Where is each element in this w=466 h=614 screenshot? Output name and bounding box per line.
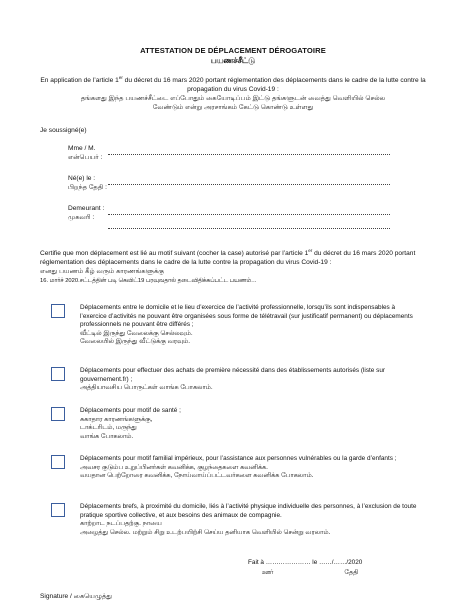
option-exercise-tamil-2: அழைத்து செல்ல. மற்றும் சிறு உடற்பயிற்சி செய்ய தனியாக வெளியில் சென்று வரலாம். bbox=[80, 528, 331, 536]
document-title: ATTESTATION DE DÉPLACEMENT DÉROGATOIRE bbox=[140, 46, 326, 55]
intro-tamil-2: வேண்டும் என்று அரசாங்கம் கேட்டு கொண்டு உள்ளது bbox=[152, 103, 314, 111]
option-family-french: Déplacements pour motif familial impérieux, pour l’assistance aux personnes vulnérables ou la garde d’enfants ; bbox=[80, 455, 397, 462]
name-label-french: Mme / M. bbox=[68, 145, 96, 152]
address-field[interactable] bbox=[108, 214, 390, 215]
option-professional bbox=[80, 304, 420, 347]
signature-label: Signature / கையெழுத்து bbox=[40, 593, 113, 600]
option-purchases-french: Déplacements pour effectuer des achats de première nécessité dans des établissements autorisés (liste sur gouvernement.fr) ; bbox=[80, 367, 386, 383]
certify-french-b: du décret du 16 mars 2020 portant réglementation des déplacements dans le cadre de la lutte contre la propagation du virus Covid-19 : bbox=[40, 250, 416, 266]
soussigne-label: Je soussigné(e) bbox=[40, 127, 87, 134]
option-health-tamil-2: டாக்டரிடம், மருந்து bbox=[80, 424, 137, 432]
document-title-tamil: பயணச்சீட்டு bbox=[210, 56, 256, 65]
name-label-tamil: என்பெயர் : bbox=[68, 153, 103, 161]
name-label bbox=[68, 145, 102, 162]
option-family-tamil-2: வயதான பெற்றோரை கவனிக்க, நோய்வாய்ப்பட்டவர்களை கவனிக்க போகலாம். bbox=[80, 472, 314, 480]
intro-sup: er bbox=[118, 75, 123, 80]
option-exercise-tamil-1: காற்றாட நடப்பதற்கு. நாயை bbox=[80, 520, 162, 528]
checkbox-health[interactable] bbox=[51, 407, 65, 421]
option-health-tamil-1: சுகாதார காரணங்களுக்கு, bbox=[80, 415, 153, 423]
intro-tamil-1: தங்களது இந்த பயணச்சீட்டை எப்போதும் கையோடிப்பம் இட்டு தங்களுடன் வைத்து வெளியில் செல்ல bbox=[80, 94, 386, 102]
checkbox-exercise[interactable] bbox=[51, 503, 65, 517]
fait-a-line: Fait à ………………… le ……/……/2020 bbox=[248, 559, 363, 566]
birth-label bbox=[68, 175, 107, 192]
birth-label-french: Né(e) le : bbox=[68, 175, 96, 182]
option-exercise-french: Déplacements brefs, à proximité du domicile, liés à l’activité physique individuelle des personnes, à l’exclusion de toute pratique sportive collective, et aux besoins des animaux de compagnie. bbox=[80, 503, 417, 519]
certify-french-a: Certifie que mon déplacement est lié au motif suivant (cocher la case) autorisé par l’article 1 bbox=[40, 250, 309, 258]
address-label bbox=[68, 205, 104, 222]
birth-label-tamil: பிறந்த தேதி : bbox=[68, 183, 107, 191]
option-professional-french: Déplacements entre le domicile et le lieu d’exercice de l’activité professionnelle, lorsqu’ils sont indispensables à l’exercice d’activités ne pouvant être organisées sous forme de télétravail (sur justificatif permanent) ou déplacements professionnels ne pouvant être différés ; bbox=[80, 304, 413, 329]
option-family-tamil-1: அவசர குடும்ப உறுப்பினர்கள் கவனிக்க, குழந்தைகளை கவனிக்க. bbox=[80, 463, 268, 471]
checkbox-family[interactable] bbox=[51, 455, 65, 469]
option-professional-tamil-2: வேலையில் இருந்து வீட்டுக்கு வரவும். bbox=[80, 338, 191, 346]
name-field[interactable] bbox=[108, 154, 390, 155]
checkbox-purchases[interactable] bbox=[51, 367, 65, 381]
intro-french-a: En application de l’article 1 bbox=[40, 77, 119, 85]
certify-tamil-2: 16. மார்ச் 2020.சட்டத்தின் படி கெவிட்19 பரவுவதால் தடைவிதிக்கப்பட்ட பயணம்… bbox=[40, 277, 257, 284]
option-purchases-tamil-1: அத்தியாவசிய பொருட்கள் வாங்க போகலாம். bbox=[80, 384, 213, 392]
address-label-french: Demeurant : bbox=[68, 205, 105, 212]
option-health bbox=[80, 407, 420, 441]
certify-sup: er bbox=[308, 248, 313, 253]
fait-a-tamil: ஊர் தேதி bbox=[262, 569, 359, 576]
option-health-tamil-3: வாங்க போகலாம். bbox=[80, 432, 134, 440]
intro-french-b: du décret du 16 mars 2020 portant réglementation des déplacements dans le cadre de la lutte contre la propagation du virus Covid-19 : bbox=[122, 77, 426, 93]
option-professional-tamil-1: வீட்டில் இருந்து வேலைக்கு செல்லவும். bbox=[80, 329, 193, 337]
checkbox-professional[interactable] bbox=[51, 304, 65, 318]
certify-paragraph bbox=[40, 247, 430, 285]
certify-tamil-1: எனது பயணம் கீழ் வரும் காரணங்களுக்கு bbox=[40, 267, 165, 275]
option-exercise bbox=[80, 503, 420, 537]
address-label-tamil: முகவரி : bbox=[68, 213, 95, 221]
option-health-french: Déplacements pour motif de santé ; bbox=[80, 407, 181, 414]
birth-date-field[interactable] bbox=[108, 184, 390, 185]
option-purchases bbox=[80, 367, 420, 393]
option-family bbox=[80, 455, 420, 481]
intro-paragraph bbox=[40, 74, 426, 112]
address-field-line-2[interactable] bbox=[108, 228, 390, 229]
